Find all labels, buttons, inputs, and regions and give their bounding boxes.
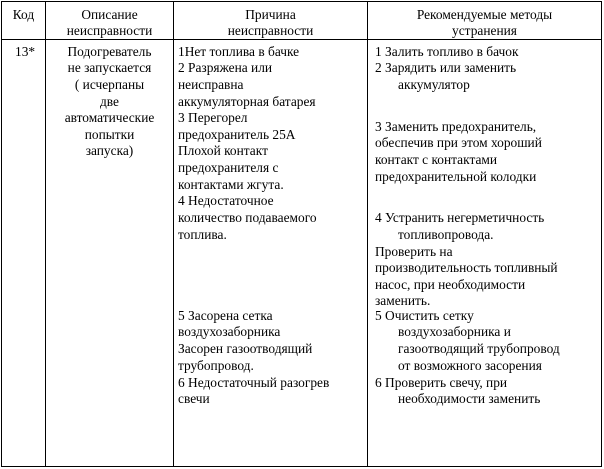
remedy-line: 3 Заменить предохранитель, [375,119,537,134]
column-divider [367,2,368,466]
remedy-line: 5 Очистить сетку [375,308,474,323]
description-line: две [99,94,119,109]
header-divider [2,39,601,40]
description-line: не запускается [67,60,152,75]
header-cause: неисправности [227,23,314,38]
remedy-line: газоотводящий трубопровод [398,341,560,356]
remedy-line: 1 Залить топливо в бачок [375,44,519,59]
remedy-line: необходимости заменить [398,391,541,406]
description-line: автоматические [64,110,155,125]
cause-line: неисправна [178,77,244,92]
cause-line: количество подаваемого [178,210,317,225]
cause-line: 1Нет топлива в бачке [178,44,300,59]
cause-line: 5 Засорена сетка [178,308,273,323]
cause-line: предохранитель 25А [178,127,296,142]
cause-line: Плохой контакт [178,143,268,158]
fault-table [1,1,602,467]
description-line: Подогреватель [67,44,152,59]
cause-line: аккумуляторная батарея [178,94,316,109]
cause-line: воздухозаборника [178,324,281,339]
remedy-line: обеспечив при этом хороший [375,135,542,150]
remedy-line: воздухозаборника и [398,324,511,339]
description-line: попытки [84,127,135,142]
remedy-line: предохранительной колодки [375,169,537,184]
description-line: запуска) [85,143,134,158]
column-divider [173,2,174,466]
remedy-line: 2 Зарядить или заменить [375,60,517,75]
header-code: Код [12,7,35,22]
cause-line: свечи [178,391,210,406]
cause-line: топлива. [178,227,227,242]
cause-line: трубопровод. [178,358,254,373]
header-remedy: Рекомендуемые методы [416,7,553,22]
remedy-line: 6 Проверить свечу, при [375,375,508,390]
remedy-line: заменить. [375,293,431,308]
cause-line: 3 Перегорел [178,110,248,125]
remedy-line: контакт с контактами [375,152,498,167]
cause-line: контактами жгута. [178,177,284,192]
remedy-line: 4 Устранить негерметичность [375,210,545,225]
cause-line: предохранителя с [178,160,279,175]
header-description: Описание [81,7,138,22]
header-cause: Причина [245,7,296,22]
header-description: неисправности [66,23,153,38]
remedy-line: насос, при необходимости [375,277,526,292]
cause-line: 2 Разряжена или [178,60,273,75]
remedy-line: производительность топливный [375,260,558,275]
remedy-line: топливопровода. [398,227,494,242]
header-remedy: устранения [452,23,517,38]
remedy-line: аккумулятор [398,77,470,92]
cause-line: 6 Недостаточный разогрев [178,375,330,390]
description-line: ( исчерпаны [74,77,145,92]
cause-line: Засорен газоотводящий [178,341,313,356]
remedy-line: Проверить на [375,244,453,259]
cause-line: 4 Недостаточное [178,193,274,208]
fault-code: 13* [15,44,36,59]
remedy-line: от возможного засорения [398,358,542,373]
